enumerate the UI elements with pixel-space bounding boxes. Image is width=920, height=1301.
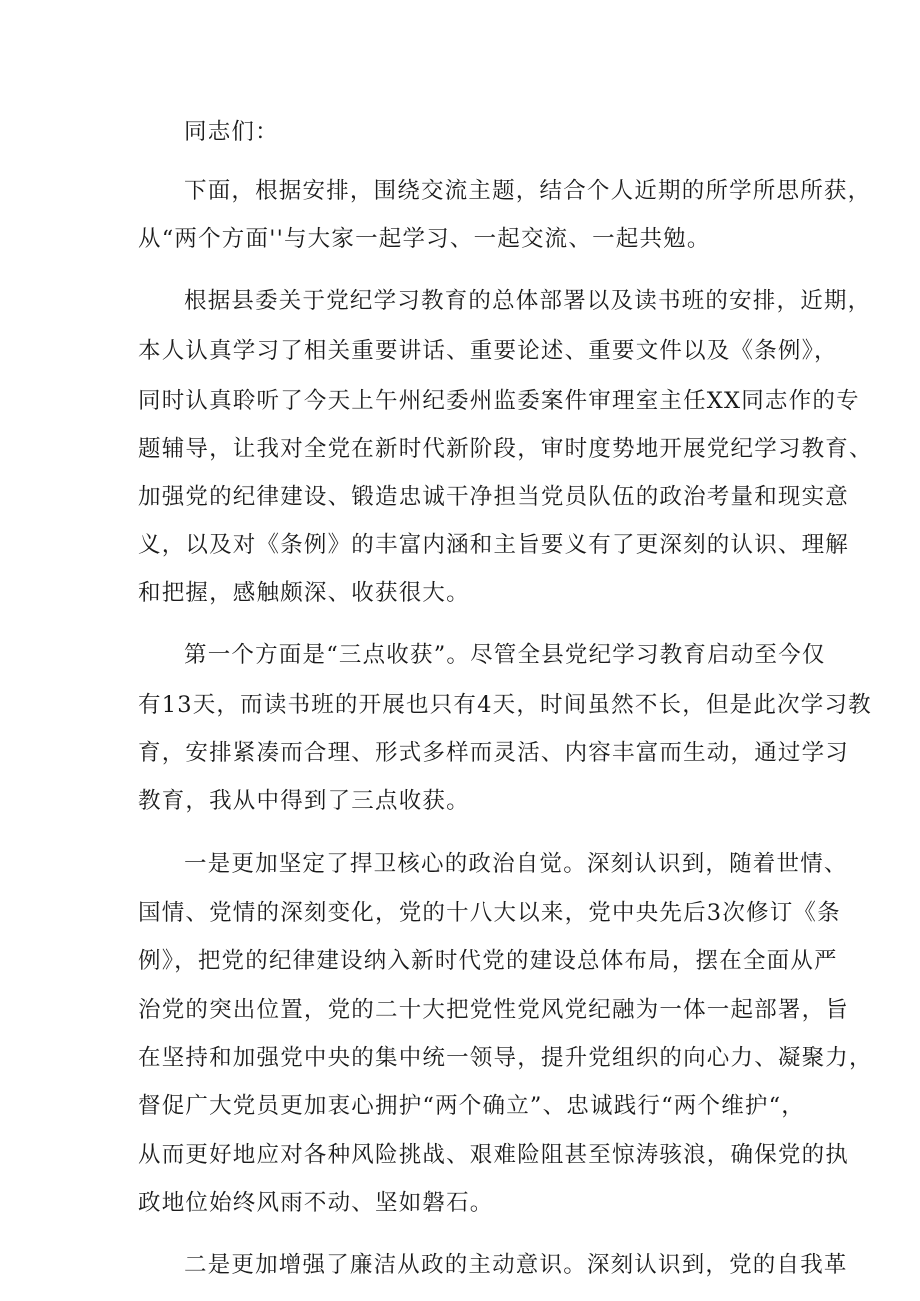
text-line: 从“两个方面''与大家一起学习、一起交流、一起共勉。 xyxy=(138,226,711,252)
text-line: 教育，我从中得到了三点收获。 xyxy=(138,788,470,814)
text-line: 二是更加增强了廉洁从政的主动意识。深刻认识到，党的自我革 xyxy=(184,1252,848,1278)
text-line: 治党的突出位置，党的二十大把党性党风党纪融为一体一起部署，旨 xyxy=(138,997,850,1023)
text-line: 一是更加坚定了捍卫核心的政治自觉。深刻认识到，随着世情、 xyxy=(184,851,848,877)
text-line: 督促广大党员更加衷心拥护“两个确立”、忠诚践行“两个维护“， xyxy=(138,1093,806,1119)
text-line: 例》，把党的纪律建设纳入新时代党的建设总体布局，摆在全面从严 xyxy=(138,948,838,974)
text-line: 本人认真学习了相关重要讲话、重要论述、重要文件以及《条例》， xyxy=(138,338,838,364)
text-line: 根据县委关于党纪学习教育的总体部署以及读书班的安排，近期， xyxy=(184,288,872,314)
text-line: 下面，根据安排，围绕交流主题，结合个人近期的所学所思所获， xyxy=(184,178,872,204)
text-line: 在坚持和加强党中央的集中统一领导，提升党组织的向心力、凝聚力， xyxy=(138,1045,873,1071)
salutation: 同志们： xyxy=(184,119,279,145)
text-line: 政地位始终风雨不动、坚如磐石。 xyxy=(138,1190,494,1216)
text-line: 加强党的纪律建设、锻造忠诚干净担当党员队伍的政治考量和现实意 xyxy=(138,484,850,510)
text-line: 有13天，而读书班的开展也只有4天，时间虽然不长，但是此次学习教 xyxy=(138,692,872,718)
text-line: 育，安排紧凑而合理、形式多样而灵活、内容丰富而生动，通过学习 xyxy=(138,740,850,766)
text-line: 第一个方面是“三点收获”。尽管全县党纪学习教育启动至今仅 xyxy=(184,642,826,668)
text-line: 从而更好地应对各种风险挑战、艰难险阻甚至惊涛骇浪，确保党的执 xyxy=(138,1142,850,1168)
text-line: 和把握，感触颇深、收获很大。 xyxy=(138,580,470,606)
text-line: 题辅导，让我对全党在新时代新阶段，审时度势地开展党纪学习教育、 xyxy=(138,436,873,462)
text-line: 同时认真聆听了今天上午州纪委州监委案件审理室主任XX同志作的专 xyxy=(138,388,860,414)
text-line: 国情、党情的深刻变化，党的十八大以来，党中央先后3次修订《条 xyxy=(138,900,841,926)
text-line: 义，以及对《条例》的丰富内涵和主旨要义有了更深刻的认识、理解 xyxy=(138,532,850,558)
